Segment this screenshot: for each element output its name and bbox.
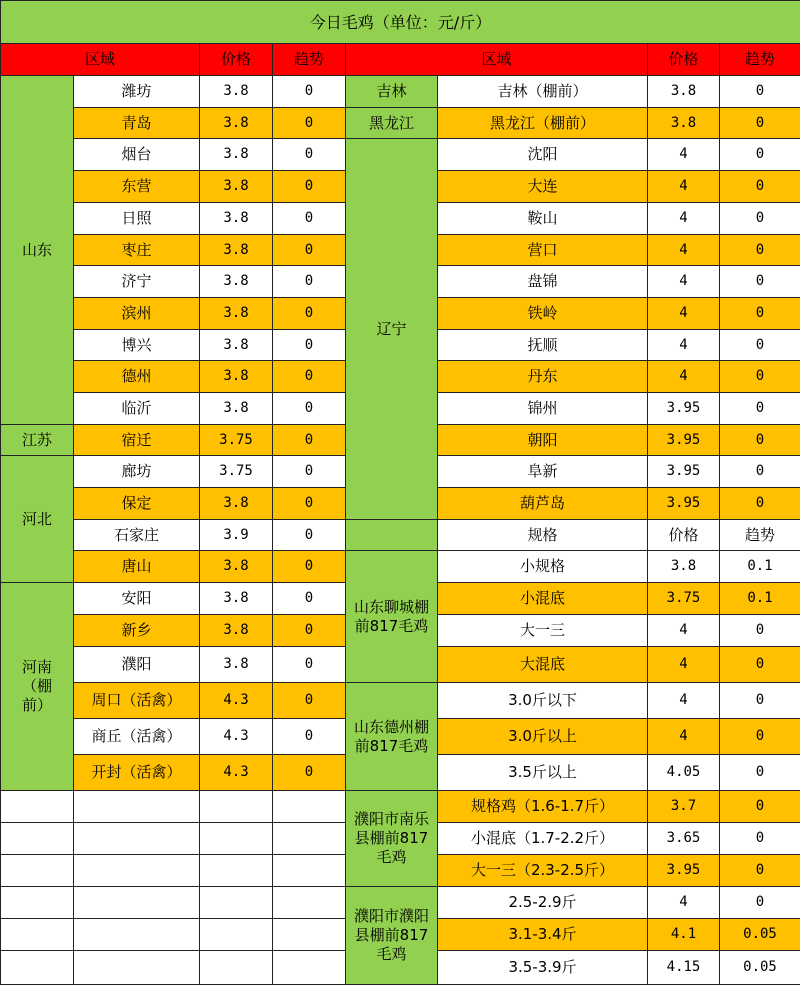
empty-cell (272, 918, 346, 951)
city-cell: 唐山 (73, 550, 200, 583)
trend-cell: 0 (272, 424, 346, 456)
trend-cell: 0 (719, 234, 800, 266)
price-cell: 3.8 (199, 360, 273, 393)
empty-cell (73, 854, 200, 887)
item-cell: 铁岭 (437, 297, 648, 330)
item-cell: 鞍山 (437, 202, 648, 235)
province-cell: 江苏 (0, 424, 74, 456)
price-cell: 3.8 (647, 75, 720, 108)
trend-cell: 0 (272, 138, 346, 171)
header-trend-right: 趋势 (719, 43, 800, 76)
city-cell: 临沂 (73, 392, 200, 425)
trend-cell: 0 (272, 582, 346, 615)
empty-cell (0, 854, 74, 887)
price-cell: 4 (647, 297, 720, 330)
item-cell: 葫芦岛 (437, 487, 648, 520)
trend-cell: 0 (272, 75, 346, 108)
city-cell: 濮阳 (73, 646, 200, 683)
item-cell: 小规格 (437, 550, 648, 583)
city-cell: 日照 (73, 202, 200, 235)
price-cell: 4 (647, 360, 720, 393)
trend-cell: 0 (272, 360, 346, 393)
province-cell: 山东德州棚前817毛鸡 (345, 682, 438, 791)
empty-cell (199, 854, 273, 887)
city-cell: 商丘（活禽） (73, 718, 200, 755)
trend-cell: 0 (272, 392, 346, 425)
empty-cell (0, 918, 74, 951)
price-cell: 4.05 (647, 754, 720, 791)
empty-cell (199, 886, 273, 919)
empty-cell (199, 822, 273, 855)
trend-cell: 0 (272, 646, 346, 683)
item-cell: 3.5-3.9斤 (437, 950, 648, 985)
price-cell: 3.9 (199, 519, 273, 551)
empty-cell (199, 950, 273, 985)
province-cell: 辽宁 (345, 138, 438, 520)
price-cell: 4.3 (199, 718, 273, 755)
price-cell: 3.8 (199, 234, 273, 266)
item-cell: 吉林（棚前） (437, 75, 648, 108)
price-cell: 3.8 (199, 614, 273, 647)
price-cell: 3.95 (647, 424, 720, 456)
empty-cell (0, 790, 74, 823)
city-cell: 烟台 (73, 138, 200, 171)
item-cell: 丹东 (437, 360, 648, 393)
empty-cell (272, 822, 346, 855)
price-cell: 3.8 (199, 202, 273, 235)
empty-cell (0, 822, 74, 855)
city-cell: 东营 (73, 170, 200, 203)
price-cell: 4.3 (199, 754, 273, 791)
price-cell: 4 (647, 718, 720, 755)
price-cell: 3.8 (199, 646, 273, 683)
trend-cell: 0 (272, 614, 346, 647)
trend-cell: 0 (272, 265, 346, 298)
trend-cell: 0 (272, 329, 346, 361)
trend-cell: 0 (272, 487, 346, 520)
trend-cell: 0 (272, 455, 346, 488)
trend-cell: 0 (719, 392, 800, 425)
price-cell: 4 (647, 329, 720, 361)
item-cell: 3.5斤以上 (437, 754, 648, 791)
empty-cell (73, 918, 200, 951)
empty-cell (0, 950, 74, 985)
price-cell: 3.8 (199, 392, 273, 425)
trend-cell: 0 (719, 718, 800, 755)
trend-cell: 0 (272, 550, 346, 583)
city-cell: 石家庄 (73, 519, 200, 551)
price-cell: 4 (647, 202, 720, 235)
price-cell: 3.8 (647, 550, 720, 583)
trend-cell: 0 (719, 822, 800, 855)
city-cell: 开封（活禽） (73, 754, 200, 791)
province-cell: 吉林 (345, 75, 438, 108)
empty-cell (199, 918, 273, 951)
price-cell: 3.7 (647, 790, 720, 823)
trend-cell: 0 (719, 138, 800, 171)
province-cell: 河北 (0, 455, 74, 583)
trend-cell: 0 (719, 170, 800, 203)
item-cell: 锦州 (437, 392, 648, 425)
trend-cell: 0 (719, 854, 800, 887)
price-cell: 3.65 (647, 822, 720, 855)
trend-cell: 0 (272, 297, 346, 330)
spec-trend-header-cell: 趋势 (719, 519, 800, 551)
trend-cell: 0 (272, 202, 346, 235)
province-cell: 濮阳市濮阳县棚前817毛鸡 (345, 886, 438, 985)
city-cell: 廊坊 (73, 455, 200, 488)
province-cell: 黑龙江 (345, 107, 438, 139)
price-cell: 3.75 (199, 455, 273, 488)
price-cell: 3.75 (647, 582, 720, 615)
item-cell: 盘锦 (437, 265, 648, 298)
price-cell: 4 (647, 265, 720, 298)
price-cell: 4 (647, 614, 720, 647)
item-cell: 小混底（1.7-2.2斤） (437, 822, 648, 855)
trend-cell: 0.1 (719, 550, 800, 583)
city-cell: 青岛 (73, 107, 200, 139)
item-cell: 大一三 (437, 614, 648, 647)
item-cell: 3.1-3.4斤 (437, 918, 648, 951)
trend-cell: 0 (719, 790, 800, 823)
province-cell: 山东 (0, 75, 74, 425)
item-cell: 规格鸡（1.6-1.7斤） (437, 790, 648, 823)
price-cell: 3.95 (647, 487, 720, 520)
trend-cell: 0 (719, 646, 800, 683)
price-cell: 4 (647, 682, 720, 719)
header-trend-left: 趋势 (272, 43, 346, 76)
empty-cell (272, 854, 346, 887)
price-cell: 3.8 (199, 107, 273, 139)
trend-cell: 0 (272, 718, 346, 755)
price-cell: 3.8 (199, 550, 273, 583)
item-cell: 大连 (437, 170, 648, 203)
item-cell: 黑龙江（棚前） (437, 107, 648, 139)
province-cell: 山东聊城棚前817毛鸡 (345, 550, 438, 683)
item-cell: 大混底 (437, 646, 648, 683)
province-cell: 河南（棚前） (0, 582, 74, 791)
empty-cell (272, 886, 346, 919)
price-cell: 4.15 (647, 950, 720, 985)
empty-cell (73, 822, 200, 855)
city-cell: 博兴 (73, 329, 200, 361)
header-price-right: 价格 (647, 43, 720, 76)
city-cell: 枣庄 (73, 234, 200, 266)
price-cell: 3.8 (199, 582, 273, 615)
empty-cell (272, 950, 346, 985)
price-cell: 4 (647, 170, 720, 203)
trend-cell: 0 (719, 487, 800, 520)
spec-price-header-cell: 价格 (647, 519, 720, 551)
table-title: 今日毛鸡（单位：元/斤） (0, 0, 800, 44)
price-cell: 3.95 (647, 455, 720, 488)
price-cell: 3.8 (199, 329, 273, 361)
price-cell: 3.8 (199, 170, 273, 203)
spec-header-cell: 规格 (437, 519, 648, 551)
trend-cell: 0 (272, 682, 346, 719)
price-cell: 3.8 (199, 138, 273, 171)
item-cell: 沈阳 (437, 138, 648, 171)
trend-cell: 0 (719, 329, 800, 361)
price-cell: 3.8 (647, 107, 720, 139)
trend-cell: 0 (719, 265, 800, 298)
trend-cell: 0 (719, 682, 800, 719)
trend-cell: 0 (719, 754, 800, 791)
trend-cell: 0 (272, 234, 346, 266)
empty-cell (345, 519, 438, 551)
trend-cell: 0 (719, 360, 800, 393)
price-cell: 4.1 (647, 918, 720, 951)
city-cell: 新乡 (73, 614, 200, 647)
item-cell: 3.0斤以上 (437, 718, 648, 755)
empty-cell (73, 950, 200, 985)
header-region-right: 区域 (345, 43, 648, 76)
trend-cell: 0 (719, 297, 800, 330)
city-cell: 滨州 (73, 297, 200, 330)
city-cell: 周口（活禽） (73, 682, 200, 719)
empty-cell (0, 886, 74, 919)
city-cell: 安阳 (73, 582, 200, 615)
item-cell: 2.5-2.9斤 (437, 886, 648, 919)
price-cell: 4 (647, 886, 720, 919)
item-cell: 营口 (437, 234, 648, 266)
price-cell: 3.8 (199, 297, 273, 330)
trend-cell: 0 (719, 455, 800, 488)
price-cell: 3.8 (199, 265, 273, 298)
price-cell: 3.95 (647, 392, 720, 425)
province-cell: 濮阳市南乐县棚前817毛鸡 (345, 790, 438, 887)
trend-cell: 0 (719, 107, 800, 139)
trend-cell: 0 (719, 202, 800, 235)
trend-cell: 0 (719, 424, 800, 456)
city-cell: 宿迁 (73, 424, 200, 456)
item-cell: 小混底 (437, 582, 648, 615)
city-cell: 保定 (73, 487, 200, 520)
trend-cell: 0.05 (719, 950, 800, 985)
trend-cell: 0 (272, 519, 346, 551)
trend-cell: 0 (719, 75, 800, 108)
trend-cell: 0 (272, 754, 346, 791)
item-cell: 大一三（2.3-2.5斤） (437, 854, 648, 887)
header-region-left: 区域 (0, 43, 200, 76)
item-cell: 3.0斤以下 (437, 682, 648, 719)
city-cell: 潍坊 (73, 75, 200, 108)
empty-cell (73, 886, 200, 919)
trend-cell: 0 (719, 614, 800, 647)
price-cell: 4 (647, 138, 720, 171)
price-cell: 4 (647, 646, 720, 683)
price-cell: 3.95 (647, 854, 720, 887)
empty-cell (73, 790, 200, 823)
price-cell: 3.8 (199, 487, 273, 520)
city-cell: 济宁 (73, 265, 200, 298)
trend-cell: 0 (272, 107, 346, 139)
empty-cell (199, 790, 273, 823)
item-cell: 阜新 (437, 455, 648, 488)
price-cell: 3.8 (199, 75, 273, 108)
header-price-left: 价格 (199, 43, 273, 76)
trend-cell: 0.05 (719, 918, 800, 951)
trend-cell: 0.1 (719, 582, 800, 615)
city-cell: 德州 (73, 360, 200, 393)
price-cell: 3.75 (199, 424, 273, 456)
trend-cell: 0 (272, 170, 346, 203)
trend-cell: 0 (719, 886, 800, 919)
empty-cell (272, 790, 346, 823)
item-cell: 朝阳 (437, 424, 648, 456)
price-cell: 4 (647, 234, 720, 266)
item-cell: 抚顺 (437, 329, 648, 361)
price-cell: 4.3 (199, 682, 273, 719)
